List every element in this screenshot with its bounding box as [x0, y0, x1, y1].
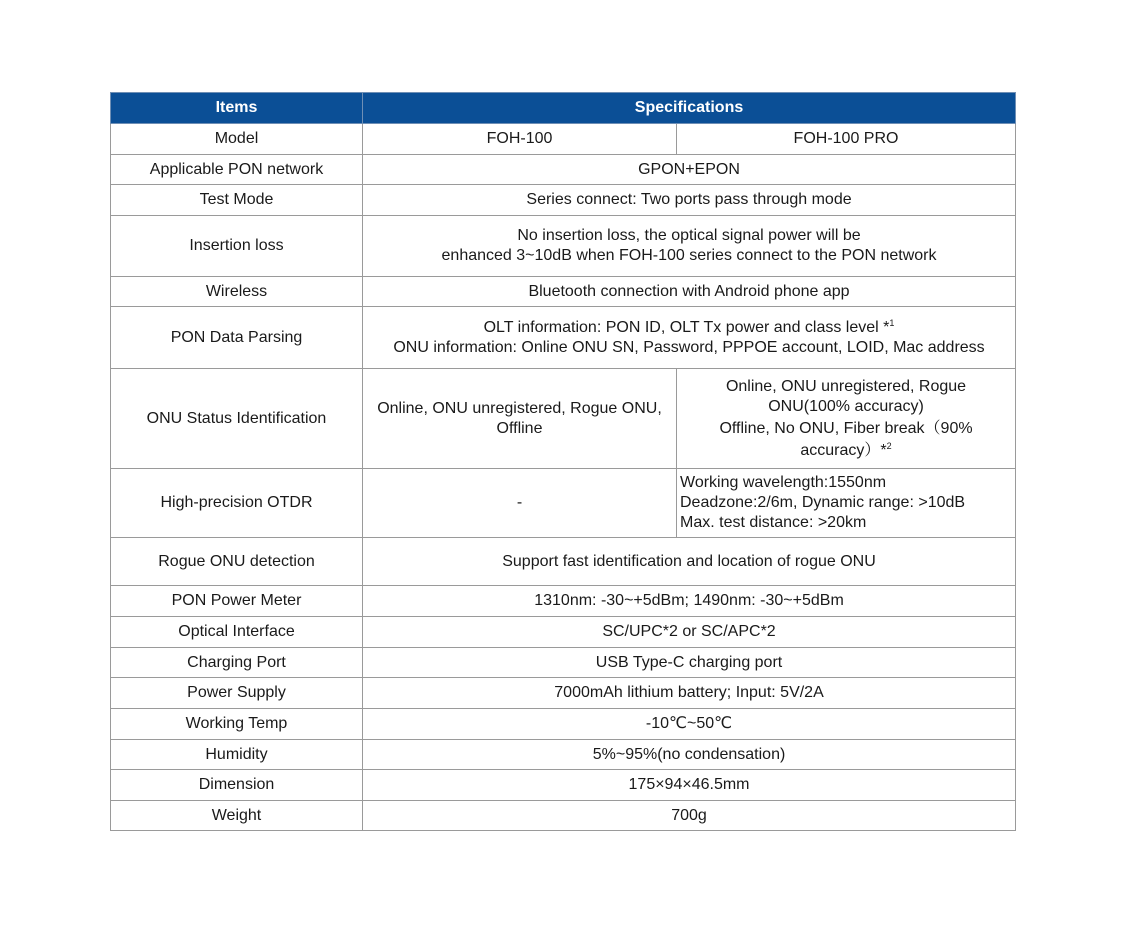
cell-value [677, 469, 1016, 538]
row-label: Model [111, 124, 363, 155]
row-label: PON Power Meter [111, 586, 363, 617]
cell-line [683, 441, 1009, 461]
cell-value: FOH-100 [363, 124, 677, 155]
cell-line: Max. test distance: >20km [680, 514, 867, 531]
cell-line: ONU information: Online ONU SN, Password, PPPOE account, LOID, Mac address [393, 338, 985, 356]
row-label: Wireless [111, 277, 363, 307]
cell-value: Support fast identification and location of rogue ONU [363, 538, 1016, 586]
cell-line: ONU(100% accuracy) [768, 397, 924, 415]
row-label: ONU Status Identification [111, 369, 363, 469]
cell-line: Online, ONU unregistered, Rogue ONU, [377, 399, 662, 417]
cell-value [677, 369, 1016, 469]
table-row [111, 740, 1016, 770]
table-row [111, 801, 1016, 831]
cell-value: 7000mAh lithium battery; Input: 5V/2A [363, 678, 1016, 709]
header-row [111, 93, 1016, 124]
table-row [111, 617, 1016, 648]
header-specifications: Specifications [363, 93, 1016, 124]
cell-line [369, 318, 1009, 338]
cell-line: Offline, No ONU, Fiber break（90% [719, 419, 973, 437]
row-label: Dimension [111, 770, 363, 801]
cell-value: GPON+EPON [363, 155, 1016, 185]
table-row [111, 538, 1016, 586]
row-label: Test Mode [111, 185, 363, 216]
row-label: Weight [111, 801, 363, 831]
cell-text: OLT information: PON ID, OLT Tx power and class level * [483, 318, 890, 336]
footnote-marker: 2 [886, 440, 892, 451]
footnote-marker: 1 [889, 317, 895, 328]
cell-value: -10℃~50℃ [363, 709, 1016, 740]
cell-value: USB Type-C charging port [363, 648, 1016, 678]
table-row [111, 709, 1016, 740]
cell-value [363, 307, 1016, 369]
cell-value: 175×94×46.5mm [363, 770, 1016, 801]
row-label: Insertion loss [111, 216, 363, 277]
cell-line: Offline [496, 419, 543, 437]
cell-line: Working wavelength:1550nm [680, 474, 887, 491]
table-row [111, 277, 1016, 307]
row-label: Optical Interface [111, 617, 363, 648]
table-row [111, 586, 1016, 617]
table-row [111, 648, 1016, 678]
table-row [111, 678, 1016, 709]
cell-line: Deadzone:2/6m, Dynamic range: >10dB [680, 494, 966, 511]
row-label: Humidity [111, 740, 363, 770]
cell-line: enhanced 3~10dB when FOH-100 series connect to the PON network [441, 247, 937, 264]
cell-line: No insertion loss, the optical signal power will be [517, 227, 861, 244]
cell-value: 5%~95%(no condensation) [363, 740, 1016, 770]
row-label: PON Data Parsing [111, 307, 363, 369]
row-label: Charging Port [111, 648, 363, 678]
specifications-table [110, 92, 1016, 831]
cell-value: SC/UPC*2 or SC/APC*2 [363, 617, 1016, 648]
row-label: Rogue ONU detection [111, 538, 363, 586]
table-row [111, 124, 1016, 155]
header-items: Items [111, 93, 363, 124]
table-row [111, 307, 1016, 369]
table-row [111, 155, 1016, 185]
table-row [111, 216, 1016, 277]
cell-value: - [363, 469, 677, 538]
row-label: Power Supply [111, 678, 363, 709]
table-row [111, 469, 1016, 538]
row-label: High-precision OTDR [111, 469, 363, 538]
row-label: Applicable PON network [111, 155, 363, 185]
cell-value: FOH-100 PRO [677, 124, 1016, 155]
cell-value [363, 216, 1016, 277]
table-row [111, 369, 1016, 469]
cell-value: Series connect: Two ports pass through mode [363, 185, 1016, 216]
table-row [111, 185, 1016, 216]
table-row [111, 770, 1016, 801]
cell-value: Bluetooth connection with Android phone app [363, 277, 1016, 307]
cell-value: 700g [363, 801, 1016, 831]
cell-line: Online, ONU unregistered, Rogue [725, 377, 967, 395]
cell-value: 1310nm: -30~+5dBm; 1490nm: -30~+5dBm [363, 586, 1016, 617]
row-label: Working Temp [111, 709, 363, 740]
cell-text: accuracy）* [800, 441, 887, 459]
cell-value [363, 369, 677, 469]
